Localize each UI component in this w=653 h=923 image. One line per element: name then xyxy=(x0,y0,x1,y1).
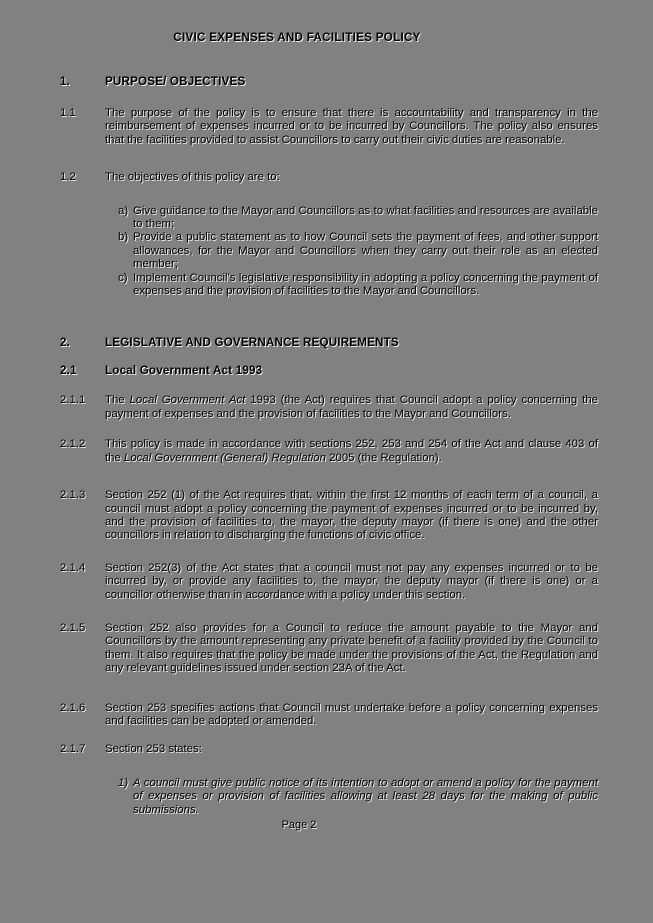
paragraph-number: 2.1.7 xyxy=(60,743,86,756)
italic-text-run: Local Government (General) Regulation xyxy=(124,451,326,464)
gutter-spacer xyxy=(60,205,105,299)
page-footer: Page 2 xyxy=(281,819,317,831)
paragraph-text: The objectives of this policy are to: xyxy=(105,171,280,184)
paragraph-text xyxy=(105,394,598,421)
list-item xyxy=(118,231,598,271)
list-item xyxy=(118,777,598,817)
paragraph-2-1-1 xyxy=(60,394,598,421)
paragraph-text: The purpose of the policy is to ensure that there is accountability and transparency in the reimbursement of expenses incurred or to be incurred by Councillors. The policy also ensures that the facilities provided to assist Councillors to carry out their civic duties are reasonable. xyxy=(105,107,598,146)
text-run: 1993 (the Act) requires that Council adopt a policy concerning the payment of expenses and the provision of facilities to the Mayor and Councillors. xyxy=(105,394,598,420)
section-heading-2 xyxy=(60,336,598,350)
paragraph-text: Section 252 (1) of the Act requires that, within the first 12 months of each term of a council, a council must adopt a policy concerning the payment of expenses incurred or to be incurred by, and the provision of facilities to, the mayor, the deputy mayor (if there is one) and the other councillors in relation to discharging the functions of civic office. xyxy=(105,489,598,542)
paragraph-1-2 xyxy=(60,171,598,184)
paragraph-number: 1.1 xyxy=(60,107,76,119)
paragraph-text xyxy=(105,438,598,465)
text-run: The xyxy=(105,394,130,407)
section-heading-2-1 xyxy=(60,364,598,378)
section-heading-text: Local Government Act 1993 xyxy=(105,364,263,378)
paragraph-number: 2.1.3 xyxy=(60,489,86,502)
list-body xyxy=(105,205,598,299)
paragraph-number: 2.1.1 xyxy=(60,394,86,407)
paragraph-2-1-4 xyxy=(60,562,598,602)
list-marker: c) xyxy=(118,271,128,284)
paragraph-text: Section 253 states: xyxy=(105,743,202,756)
paragraph-2-1-5 xyxy=(60,622,598,676)
list-body xyxy=(105,777,598,817)
list-marker: 1) xyxy=(118,776,129,789)
list-marker: a) xyxy=(118,204,129,217)
list-item-text: Provide a public statement as to how Council sets the payment of fees, and other support allowances, for the Mayor and Councillors when they carry out their role as an elected member; xyxy=(133,231,598,271)
paragraph-text: Section 252 also provides for a Council to reduce the amount payable to the Mayor and Councillors by the amount representing any private benefit of a facility provided by the Council to them. It also requires that the policy be made under the provisions of the Act, the Regulation and any relevant guidelines issued under section 23A of the Act. xyxy=(105,621,598,675)
list-item-text: Implement Council's legislative responsibility in adopting a policy concerning the payment of expenses and the provision of facilities to the Mayor and Councillors. xyxy=(133,271,598,298)
section-heading-text: LEGISLATIVE AND GOVERNANCE REQUIREMENTS xyxy=(105,336,399,350)
section-number: 2. xyxy=(60,336,71,350)
list-marker: b) xyxy=(118,231,129,244)
text-run: This policy is made in accordance with sections 252, 253 and 254 of the Act and clause 403 of the xyxy=(105,438,598,464)
paragraph-2-1-3 xyxy=(60,489,598,543)
paragraph-number: 2.1.4 xyxy=(60,561,86,574)
list-item-text: Give guidance to the Mayor and Councillors as to what facilities and resources are available to them; xyxy=(133,204,598,231)
list-item-text: A council must give public notice of its intention to adopt or amend a policy for the payment of expenses or provision of facilities allowing at least 28 days for the making of public submissions. xyxy=(133,776,598,816)
section-number: 2.1 xyxy=(60,364,77,378)
page-title: CIVIC EXPENSES AND FACILITIES POLICY xyxy=(173,31,421,44)
paragraph-text: Section 253 specifies actions that Council must undertake before a policy concerning expenses and facilities can be adopted or amended. xyxy=(105,701,598,727)
text-run: 2005 (the Regulation). xyxy=(325,451,442,464)
section-number: 1. xyxy=(60,75,71,88)
paragraph-2-1-6 xyxy=(60,702,598,729)
paragraph-number: 2.1.5 xyxy=(60,621,86,634)
italic-text-run: Local Government Act xyxy=(129,394,246,407)
list-item xyxy=(118,205,598,232)
paragraph-number: 1.2 xyxy=(60,171,76,184)
list-item xyxy=(118,272,598,299)
quoted-subsection xyxy=(60,777,598,817)
objectives-list xyxy=(60,205,598,299)
section-heading-text: PURPOSE/ OBJECTIVES xyxy=(105,75,246,88)
paragraph-2-1-7 xyxy=(60,743,598,756)
paragraph-text: Section 252(3) of the Act states that a council must not pay any expenses incurred or to be incurred by, or provide any facilities to, the mayor, the deputy mayor (if there is one) or a councillor otherwise than in accordance with a policy under this section. xyxy=(105,561,598,601)
paragraph-number: 2.1.2 xyxy=(60,438,86,451)
paragraph-1-1 xyxy=(60,107,598,147)
paragraph-2-1-2 xyxy=(60,438,598,465)
section-heading-1 xyxy=(60,75,598,89)
paragraph-number: 2.1.6 xyxy=(60,701,86,714)
gutter-spacer xyxy=(60,777,105,817)
